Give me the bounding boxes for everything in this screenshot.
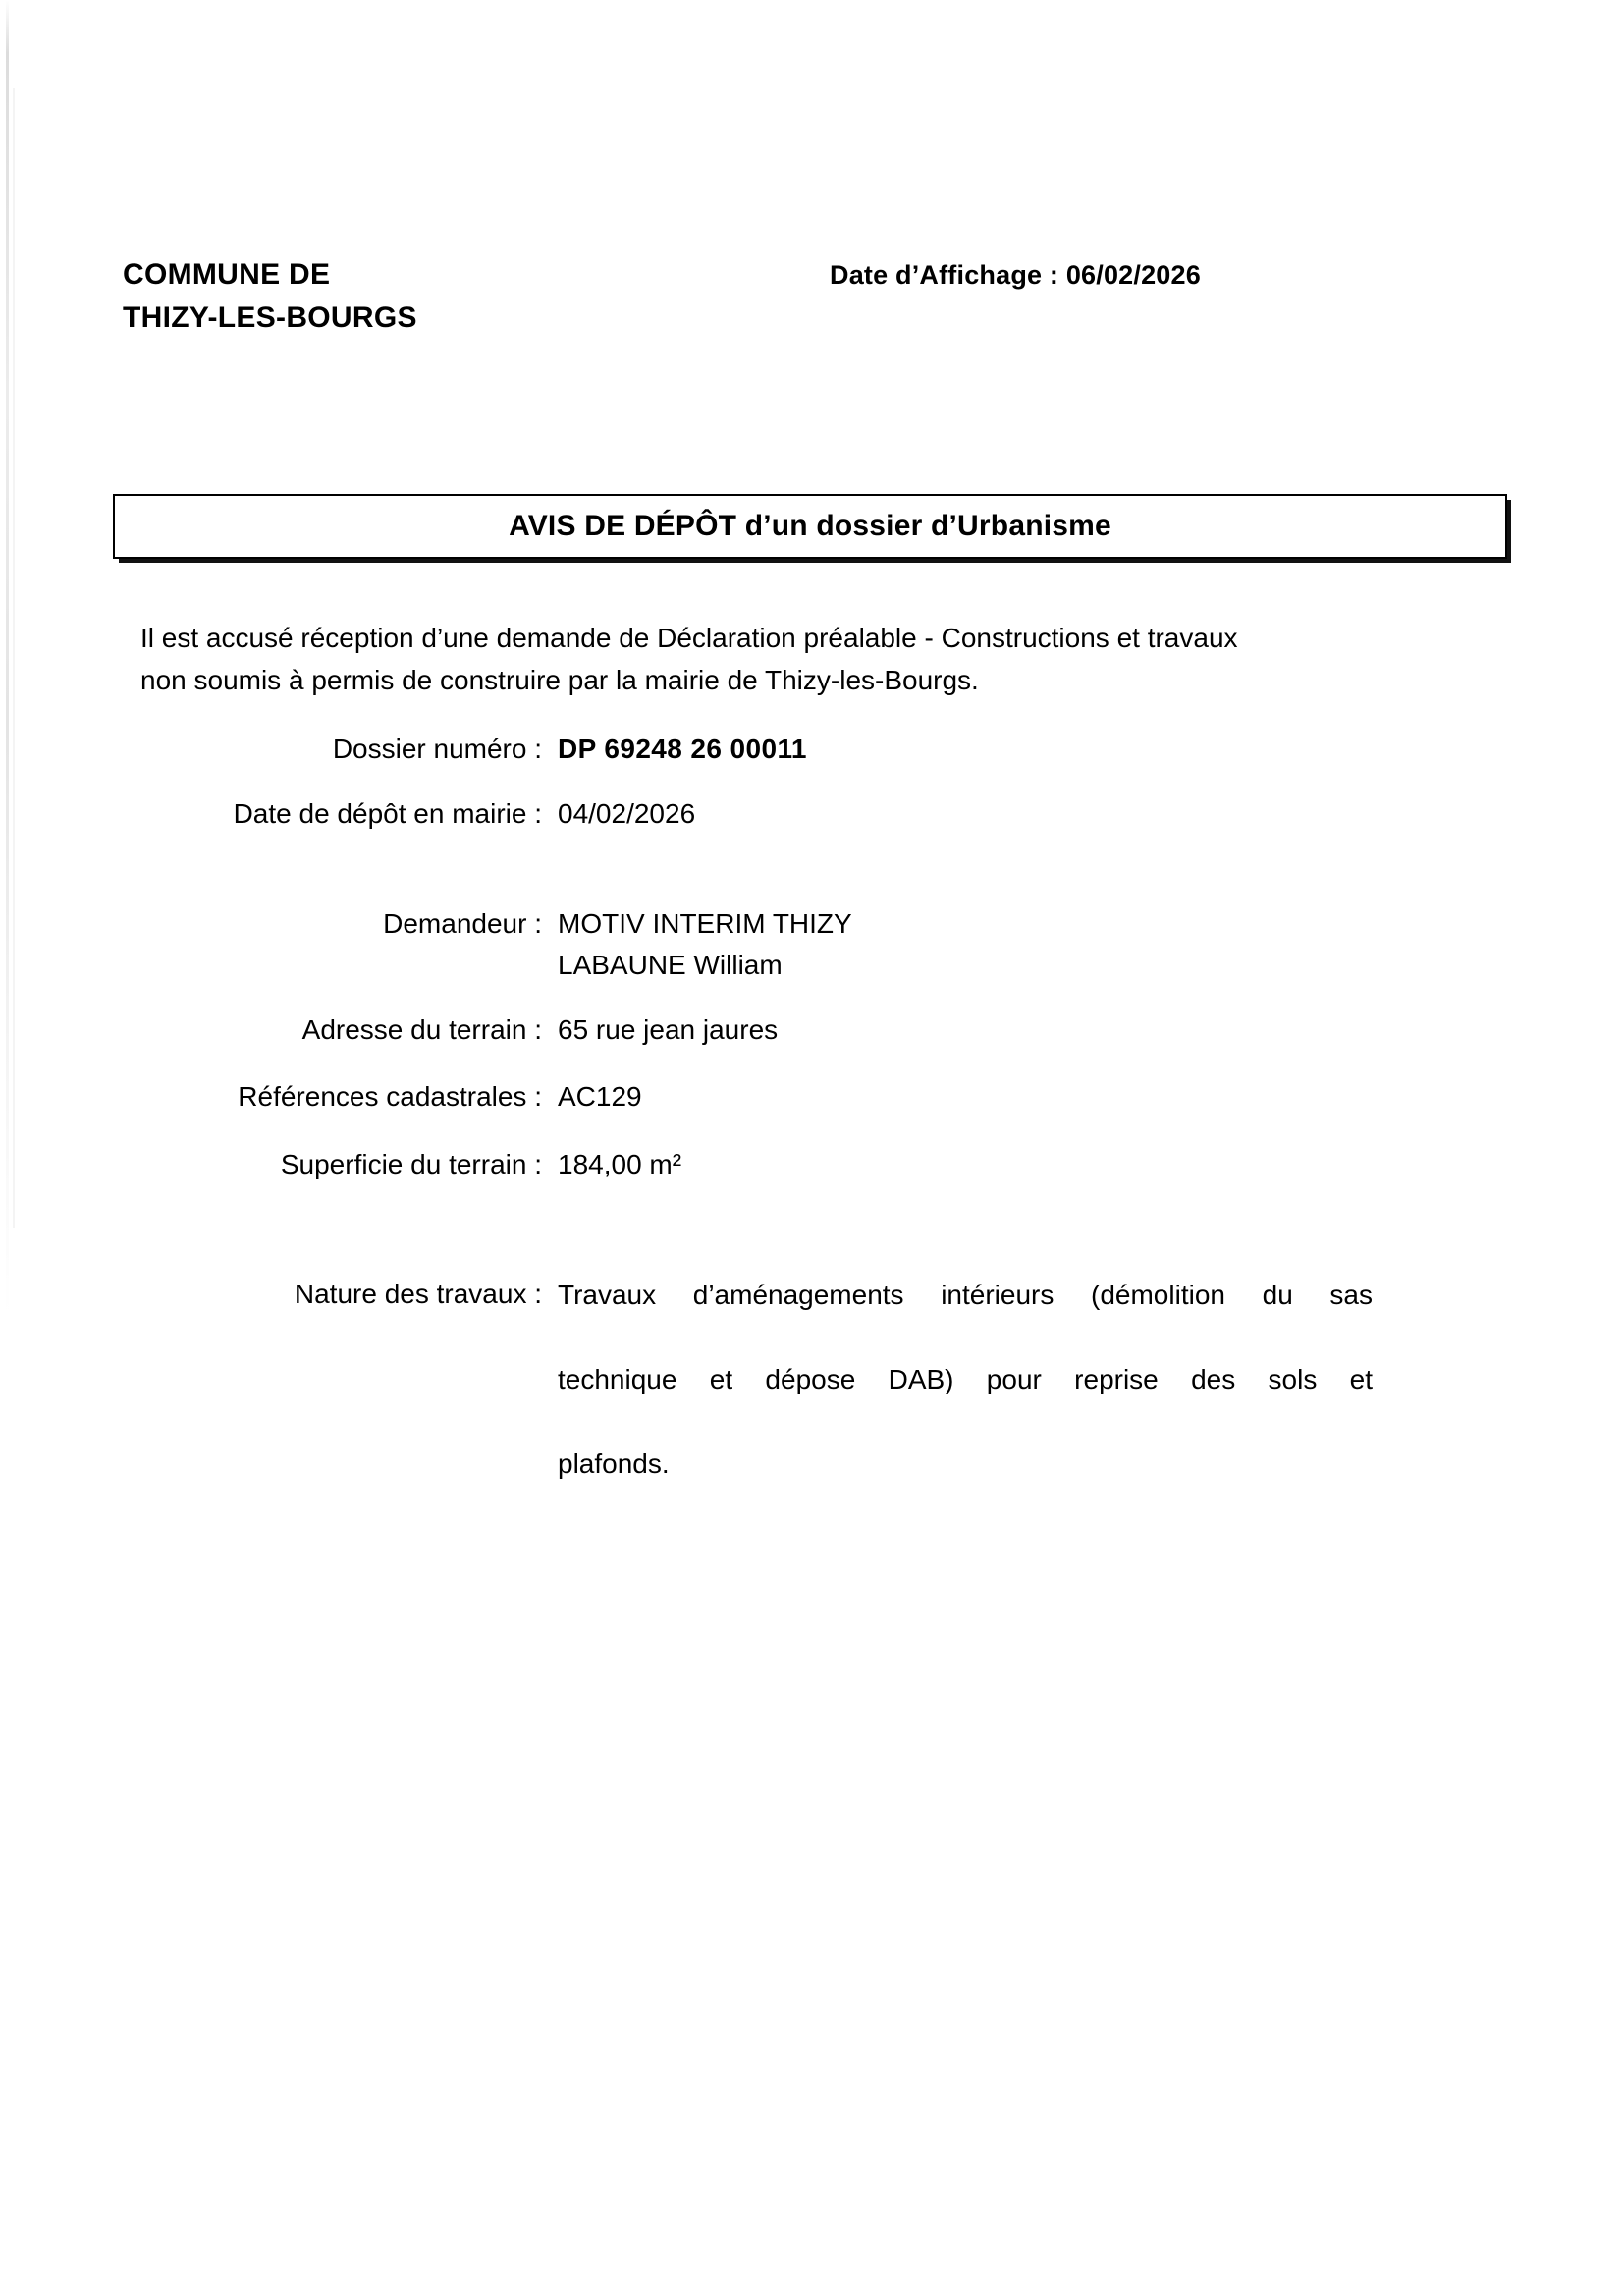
commune-name-line2: THIZY-LES-BOURGS [123,301,417,334]
intro-line2: non soumis à permis de construire par la mairie de Thizy-les-Bourgs. [140,665,979,695]
commune-name-block [123,253,771,340]
field-value-nature-travaux [558,1274,1373,1485]
field-value-adresse-terrain: 65 rue jean jaures [558,1014,779,1045]
field-nature-travaux [0,1274,1512,1485]
field-value-demandeur [558,903,1422,986]
field-label-references-cadastrales: Références cadastrales : [238,1081,542,1112]
field-label-dossier-numero: Dossier numéro : [332,734,542,764]
field-value-dossier-numero: DP 69248 26 00011 [558,734,807,764]
document-header [123,253,1497,340]
commune-name-line1: COMMUNE DE [123,258,331,291]
field-label-demandeur: Demandeur : [383,908,542,939]
scan-artifact-streak-secondary [13,88,15,1228]
field-adresse-terrain [0,1010,1512,1051]
field-date-depot [0,793,1512,835]
field-value-superficie-terrain: 184,00 m² [558,1149,682,1179]
field-label-nature-travaux: Nature des travaux : [294,1279,542,1309]
page-title: AVIS DE DÉPÔT d’un dossier d’Urbanisme [509,510,1111,542]
field-value-date-depot: 04/02/2026 [558,798,696,829]
field-label-adresse-terrain: Adresse du terrain : [301,1014,542,1045]
avis-title-box [113,494,1507,559]
field-references-cadastrales [0,1076,1512,1118]
intro-line1: Il est accusé réception d’une demande de Déclaration préalable - Constructions et travaux [140,623,1238,653]
field-label-superficie-terrain: Superficie du terrain : [280,1149,542,1179]
field-superficie-terrain [0,1144,1512,1185]
demandeur-line1: MOTIV INTERIM THIZY [558,908,852,939]
scan-artifact-streak [6,0,9,1316]
field-value-references-cadastrales: AC129 [558,1081,642,1112]
travaux-line1: Travaux d’aménagements intérieurs (démolition du sas [558,1280,1373,1310]
intro-paragraph [140,617,1486,701]
field-label-date-depot: Date de dépôt en mairie : [233,798,542,829]
date-affichage: Date d’Affichage : 06/02/2026 [830,260,1201,290]
field-demandeur [0,903,1512,986]
travaux-line3: plafonds. [558,1449,670,1479]
demandeur-line2: LABAUNE William [558,950,783,980]
travaux-line2: technique et dépose DAB) pour reprise des sols et [558,1364,1373,1394]
field-dossier-numero [0,729,1512,770]
